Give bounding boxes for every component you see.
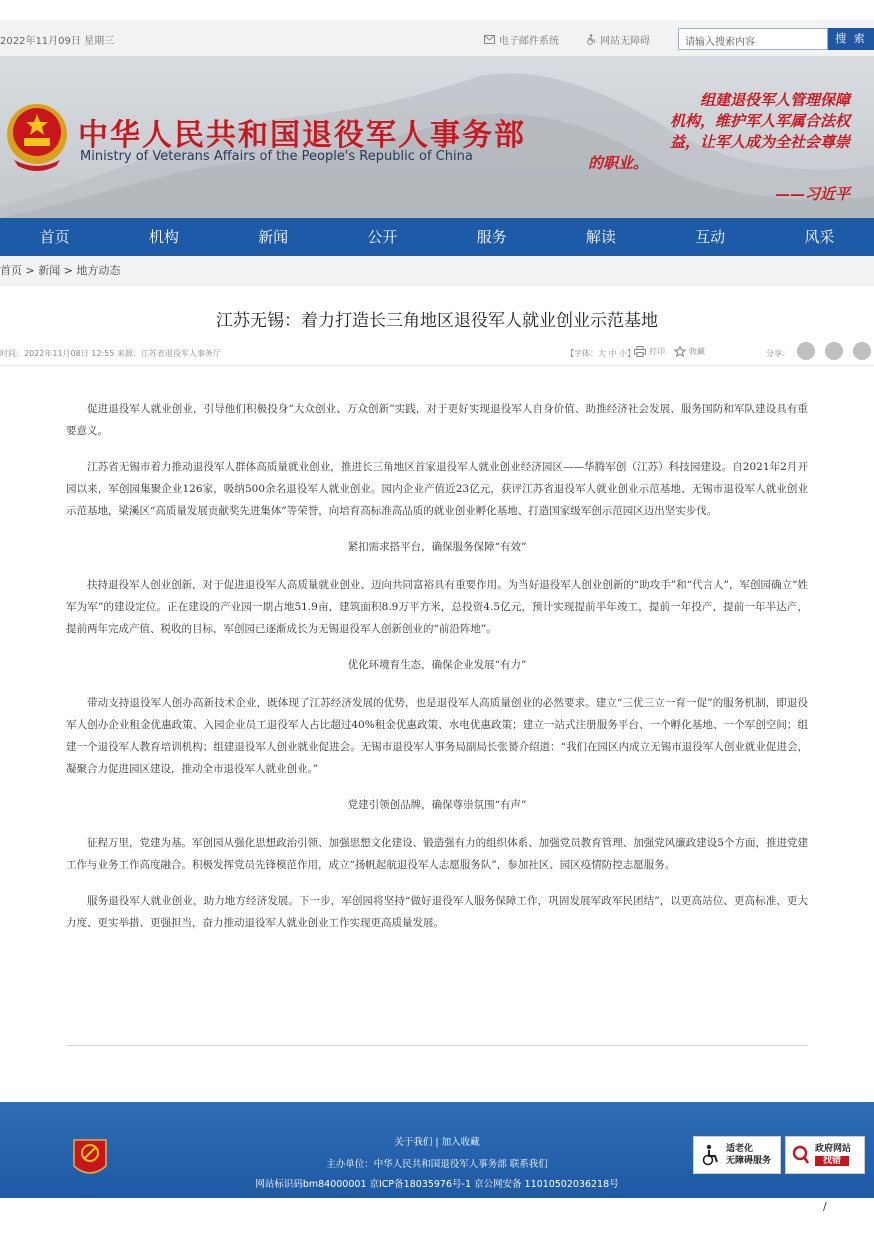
quote-line: 益，让军人成为全社会尊崇 bbox=[669, 133, 850, 151]
gov-site-error-badge[interactable] bbox=[785, 1136, 865, 1174]
email-system-label: 电子邮件系统 bbox=[499, 36, 559, 47]
quote-author: ——习近平 bbox=[774, 185, 850, 203]
email-system-link[interactable] bbox=[484, 32, 559, 47]
content-divider bbox=[66, 1045, 808, 1046]
font-size-control[interactable]: 【字体：大 中 小】 bbox=[566, 349, 636, 358]
weibo-share-icon[interactable] bbox=[825, 342, 843, 360]
site-footer bbox=[0, 1102, 874, 1198]
quote-line: 的职业。 bbox=[588, 154, 649, 172]
nav-item-news[interactable]: 新闻 bbox=[258, 228, 289, 246]
accessibility-icon bbox=[586, 34, 596, 45]
site-title-en: Ministry of Veterans Affairs of the People's Republic of China bbox=[80, 149, 473, 164]
elder-badge-text: 适老化 无障碍服务 bbox=[726, 1144, 772, 1166]
article-body bbox=[66, 398, 808, 948]
article-paragraph: 促进退役军人就业创业，引导他们积极投身“大众创业、万众创新”实践，对于更好实现退役军人自身价值、助推经济社会发展、服务国防和军队建设具有重要意义。 bbox=[66, 403, 808, 437]
leader-quote bbox=[588, 90, 850, 205]
nav-item-organization[interactable]: 机构 bbox=[148, 228, 179, 246]
favorite-button[interactable] bbox=[674, 346, 705, 357]
article-meta bbox=[0, 340, 874, 366]
nav-item-style[interactable]: 风采 bbox=[804, 228, 835, 246]
search-button[interactable]: 搜 索 bbox=[828, 28, 874, 50]
accessibility-link[interactable] bbox=[586, 32, 650, 47]
footer-sponsor: 主办单位：中华人民共和国退役军人事务部 联系我们 bbox=[326, 1159, 548, 1170]
site-banner bbox=[0, 56, 874, 218]
footer-icp: 网站标识码bm84000001 京ICP备18035976号-1 京公网安备 11010502036218号 bbox=[255, 1179, 619, 1190]
national-emblem-icon bbox=[4, 100, 70, 172]
quote-line: 组建退役军人管理保障 bbox=[699, 91, 850, 109]
print-label: 打印 bbox=[649, 347, 665, 356]
mail-icon bbox=[484, 35, 495, 44]
share-label: 分享： bbox=[766, 349, 790, 358]
article-subheading: 党建引领创品牌，确保尊崇氛围“有声” bbox=[347, 799, 527, 811]
breadcrumb[interactable]: 首页 > 新闻 > 地方动态 bbox=[0, 256, 874, 286]
site-title-cn: 中华人民共和国退役军人事务部 bbox=[78, 118, 526, 153]
corner-mark: / bbox=[823, 1200, 827, 1213]
wheelchair-icon bbox=[700, 1144, 720, 1166]
footer-links[interactable]: 关于我们 | 加入收藏 bbox=[394, 1137, 480, 1148]
wechat-share-icon[interactable] bbox=[797, 342, 815, 360]
gov-badge-text: 政府网站 找错 bbox=[815, 1144, 852, 1166]
article-title: 江苏无锡：着力打造长三角地区退役军人就业创业示范基地 bbox=[216, 311, 658, 331]
article-paragraph: 服务退役军人就业创业，助力地方经济发展。下一步，军创园将坚持“做好退役军人服务保障工作，巩固发展军政军民团结”，以更高站位、更高标准、更大力度、更实举措、更强担当，奋力推动退役军人就业创业工作实现更高质量发展。 bbox=[66, 895, 808, 929]
main-nav bbox=[0, 218, 874, 256]
nav-item-service[interactable]: 服务 bbox=[476, 228, 507, 246]
quote-line: 机构，维护军人军属合法权 bbox=[669, 112, 850, 130]
article-paragraph: 带动支持退役军人创办高新技术企业，既体现了江苏经济发展的优势，也是退役军人高质量创业的必然要求。建立“三优三立一育一促”的服务机制，即退役军人创办企业租金优惠政策、入园企业员工退役军人占比超过40%租金优惠政策、水电优惠政策；建立一站式注册服务平台、一个孵化基地、一个军创空间；组建一个退役军人教育培训机构；组建退役军人创业就业促进会。无锡市退役军人事务局副局长张赟介绍道：“我们在园区内成立无锡市退役军人创业就业促进会，凝聚合力促进园区建设，推动全市退役军人就业创业。” bbox=[66, 697, 808, 775]
accessibility-label: 网站无障碍 bbox=[600, 36, 650, 47]
article-subheading: 优化环境育生态，确保企业发展“有力” bbox=[347, 659, 527, 671]
nav-item-home[interactable]: 首页 bbox=[39, 228, 70, 246]
printer-icon bbox=[634, 346, 646, 357]
nav-item-public[interactable]: 公开 bbox=[367, 228, 398, 246]
search-input[interactable]: 请输入搜索内容 bbox=[678, 28, 828, 50]
star-icon bbox=[674, 346, 686, 357]
top-bar bbox=[0, 20, 874, 56]
article-subheading: 紧扣需求搭平台，确保服务保障“有效” bbox=[347, 541, 527, 553]
qzone-share-icon[interactable] bbox=[853, 342, 871, 360]
nav-item-interaction[interactable]: 互动 bbox=[695, 228, 726, 246]
favorite-label: 收藏 bbox=[689, 347, 705, 356]
article-paragraph: 扶持退役军人创业创新，对于促进退役军人高质量就业创业、迈向共同富裕具有重要作用。为当好退役军人创业创新的“助攻手”和“代言人”，军创园确立“姓军为军”的建设定位。正在建设的产业园一期占地51.9亩，建筑面积8.9万平方米，总投资4.5亿元，预计实现提前半年竣工，提前一年投产，提前一年半达产，提前两年完成产值、税收的目标，军创园已逐渐成长为无锡退役军人创新创业的“前沿阵地”。 bbox=[66, 579, 808, 635]
elder-accessibility-badge[interactable] bbox=[693, 1136, 781, 1174]
nav-item-interpretation[interactable]: 解读 bbox=[585, 228, 616, 246]
article-paragraph: 征程万里，党建为基。军创园从强化思想政治引领、加强思想文化建设、锻造强有力的组织体系、加强党员教育管理、加强党风廉政建设5个方面，推进党建工作与业务工作高度融合。积极发挥党员先锋模范作用，成立“扬帆起航退役军人志愿服务队”，参加社区、园区疫情防控志愿服务。 bbox=[66, 837, 808, 871]
article-time-source: 时间：2022年11月08日 12:55 来源：江苏省退役军人事务厅 bbox=[0, 349, 221, 358]
current-date: 2022年11月09日 星期三 bbox=[0, 36, 115, 47]
article-paragraph: 江苏省无锡市着力推动退役军人群体高质量就业创业，推进长三角地区首家退役军人就业创业经济园区——华腾军创（江苏）科技园建设。自2021年2月开园以来，军创园集聚企业126家，吸纳500余名退役军人就业创业。园内企业产值近23亿元，获评江苏省退役军人就业创业示范基地、无锡市退役军人就业创业示范基地，梁溪区“高质量发展贡献奖先进集体”等荣誉，向培育高标准高品质的就业创业孵化基地、打造国家级军创示范园区迈出坚实步伐。 bbox=[66, 461, 808, 517]
magnifier-icon bbox=[792, 1145, 810, 1165]
print-button[interactable] bbox=[634, 346, 665, 357]
